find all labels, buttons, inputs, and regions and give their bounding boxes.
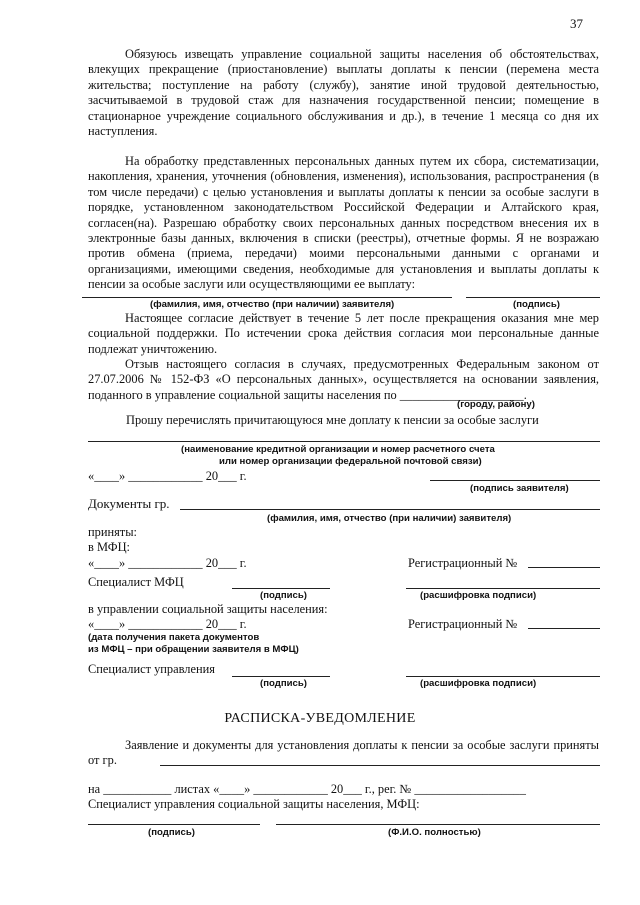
signature-line xyxy=(466,297,600,298)
uprav-sign-caption: (подпись) xyxy=(260,678,307,689)
receipt-fio-line xyxy=(160,765,600,766)
uprav-sign-line xyxy=(232,676,330,677)
date-line-1: «____» ____________ 20___ г. xyxy=(88,469,247,483)
bank-line xyxy=(88,441,600,442)
mfc-sign-caption: (подпись) xyxy=(260,590,307,601)
mfc-decode-line xyxy=(406,588,600,589)
specialist-uprav: Специалист управления xyxy=(88,662,215,676)
accepted-label: приняты: xyxy=(88,525,137,539)
signature-caption: (подпись) xyxy=(513,299,560,310)
receipt-sign-caption: (подпись) xyxy=(148,827,195,838)
docs-label: Документы гр. xyxy=(88,496,170,511)
date-mfc-caption-1: (дата получения пакета документов xyxy=(88,632,260,643)
reg-no-mfc-line xyxy=(528,567,600,568)
receipt-sheets: на ___________ листах «____» ____________ 20___ г., рег. № __________________ xyxy=(88,782,526,796)
city-caption: (городу, району) xyxy=(457,399,535,410)
date-line-mfc: «____» ____________ 20___ г. xyxy=(88,556,247,570)
uprav-decode-line xyxy=(406,676,600,677)
fio-line xyxy=(82,297,452,298)
page-number: 37 xyxy=(570,16,583,31)
bank-caption-1: (наименование кредитной организации и номер расчетного счета xyxy=(181,444,495,455)
mfc-sign-line xyxy=(232,588,330,589)
uprav-decode-caption: (расшифровка подписи) xyxy=(420,678,537,689)
transfer-request: Прошу перечислять причитающуюся мне доплату к пенсии за особые заслуги xyxy=(126,413,539,427)
specialist-mfc: Специалист МФЦ xyxy=(88,575,184,589)
date-line-uszn: «____» ____________ 20___ г. xyxy=(88,617,247,631)
applicant-sign-line xyxy=(430,480,600,481)
receipt-specialist: Специалист управления социальной защиты населения, МФЦ: xyxy=(88,797,420,811)
mfc-decode-caption: (расшифровка подписи) xyxy=(420,590,537,601)
reg-no-mfc: Регистрационный № xyxy=(408,556,518,570)
in-mfc-label: в МФЦ: xyxy=(88,540,130,554)
revocation-paragraph: Отзыв настоящего согласия в случаях, предусмотренных Федеральным законом от 27.07.2006 № 152-ФЗ «О персональных данных», осуществляется на основании заявления, поданного в управление социальной защиты населения по ____________________. xyxy=(88,357,599,402)
docs-fio-line xyxy=(180,509,600,510)
in-uszn-label: в управлении социальной защиты населения: xyxy=(88,602,328,616)
validity-paragraph: Настоящее согласие действует в течение 5 лет после прекращения оказания мне мер социальной поддержки. По истечении срока действия согласия мои персональные данные подлежат уничтожению. xyxy=(88,311,599,356)
bank-caption-2: или номер организации федеральной почтовой связи) xyxy=(219,456,482,467)
docs-fio-caption: (фамилия, имя, отчество (при наличии) заявителя) xyxy=(267,513,512,524)
obligation-paragraph: Обязуюсь извещать управление социальной защиты населения об обстоятельствах, влекущих прекращение (приостановление) выплаты доплаты к пенсии (перемена места жительства; поступление на работу (службу), занятие иной трудовой деятельностью, засчитываемой в трудовой стаж для назначения государственной пенсии; помещение в стационарное учреждение социального обслуживания и др.), в течение 1 месяца со дня их наступления. xyxy=(88,47,599,139)
receipt-title: РАСПИСКА-УВЕДОМЛЕНИЕ xyxy=(224,711,416,726)
consent-paragraph: На обработку представленных персональных данных путем их сбора, систематизации, накопления, хранения, уточнения (обновления, изменения), использования, распространения (в том числе передачи) с целью установления и выплаты доплаты к пенсии за особые заслуги в порядке, установленном законодательством Российской Федерации и Алтайского края, согласен(на). Разрешаю обработку своих персональных данных посредством внесения их в электронные базы данных, включения в списки (реестры), отчетные формы. Я не возражаю против обмена (приема, передачи) моими персональными данными с органами и организациями, имеющими сведения, необходимые для установления и выплаты доплаты к пенсии за особые заслуги или осуществляющими ее выплату: xyxy=(88,154,599,292)
fio-caption: (фамилия, имя, отчество (при наличии) заявителя) xyxy=(150,299,395,310)
reg-no-uszn-line xyxy=(528,628,600,629)
applicant-sign-caption: (подпись заявителя) xyxy=(470,483,569,494)
date-mfc-caption-2: из МФЦ – при обращении заявителя в МФЦ) xyxy=(88,644,299,655)
receipt-sign-line xyxy=(88,824,260,825)
receipt-fio-full-caption: (Ф.И.О. полностью) xyxy=(388,827,481,838)
reg-no-uszn: Регистрационный № xyxy=(408,617,518,631)
receipt-paragraph: Заявление и документы для установления доплаты к пенсии за особые заслуги приняты от гр. xyxy=(88,738,599,768)
receipt-fio-full-line xyxy=(276,824,600,825)
